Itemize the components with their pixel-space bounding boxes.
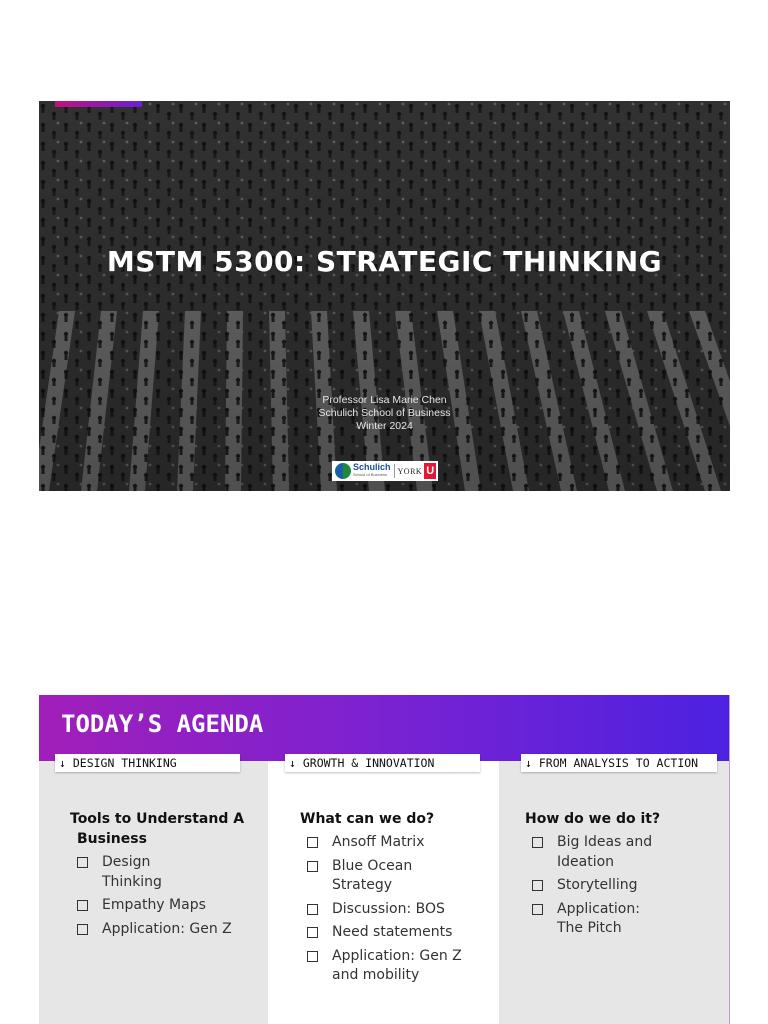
list-item: Application: The Pitch (532, 900, 652, 939)
checkbox-icon (77, 924, 88, 935)
list-item: Application: Gen Z and mobility (307, 947, 462, 986)
agenda-list (77, 853, 232, 943)
list-item: Need statements (307, 923, 462, 943)
list-item: Design Thinking (77, 853, 232, 892)
list-item: Discussion: BOS (307, 900, 462, 920)
list-item: Empathy Maps (77, 896, 232, 916)
column-heading: Tools to Understand A Business (70, 811, 245, 847)
checkbox-icon (307, 837, 318, 848)
accent-bar (55, 101, 142, 107)
schulich-york-logo: Schulich School of Business YORK U (332, 461, 438, 481)
list-item: Blue Ocean Strategy (307, 857, 462, 896)
agenda-slide (39, 695, 730, 1024)
agenda-title: TODAY’S AGENDA (61, 710, 264, 738)
list-item: Application: Gen Z (77, 920, 232, 940)
checkbox-icon (307, 904, 318, 915)
term: Winter 2024 (356, 420, 413, 432)
section-tag-design-thinking: ↓ DESIGN THINKING (55, 754, 240, 772)
column-heading: What can we do? (300, 811, 435, 827)
slide-title: MSTM 5300: STRATEGIC THINKING (106, 245, 663, 278)
checkbox-icon (77, 900, 88, 911)
schulich-swoosh-icon (335, 463, 351, 479)
checkbox-icon (307, 861, 318, 872)
checkbox-icon (307, 927, 318, 938)
agenda-list (307, 833, 462, 990)
professor-name: Professor Lisa Marie Chen (322, 394, 447, 406)
checkbox-icon (307, 951, 318, 962)
school-name: Schulich School of Business (318, 407, 451, 419)
list-item: Storytelling (532, 876, 652, 896)
checkbox-icon (532, 837, 543, 848)
checkbox-icon (77, 857, 88, 868)
title-slide (39, 101, 730, 491)
agenda-header (39, 695, 730, 761)
section-tag-growth-innovation: ↓ GROWTH & INNOVATION (285, 754, 480, 772)
york-u-icon: U (424, 463, 436, 479)
column-heading: How do we do it? (525, 811, 661, 827)
checkbox-icon (532, 880, 543, 891)
checkbox-icon (532, 904, 543, 915)
agenda-list (532, 833, 652, 943)
list-item: Ansoff Matrix (307, 833, 462, 853)
section-tag-analysis-action: ↓ FROM ANALYSIS TO ACTION (521, 754, 717, 772)
list-item: Big Ideas and Ideation (532, 833, 652, 872)
